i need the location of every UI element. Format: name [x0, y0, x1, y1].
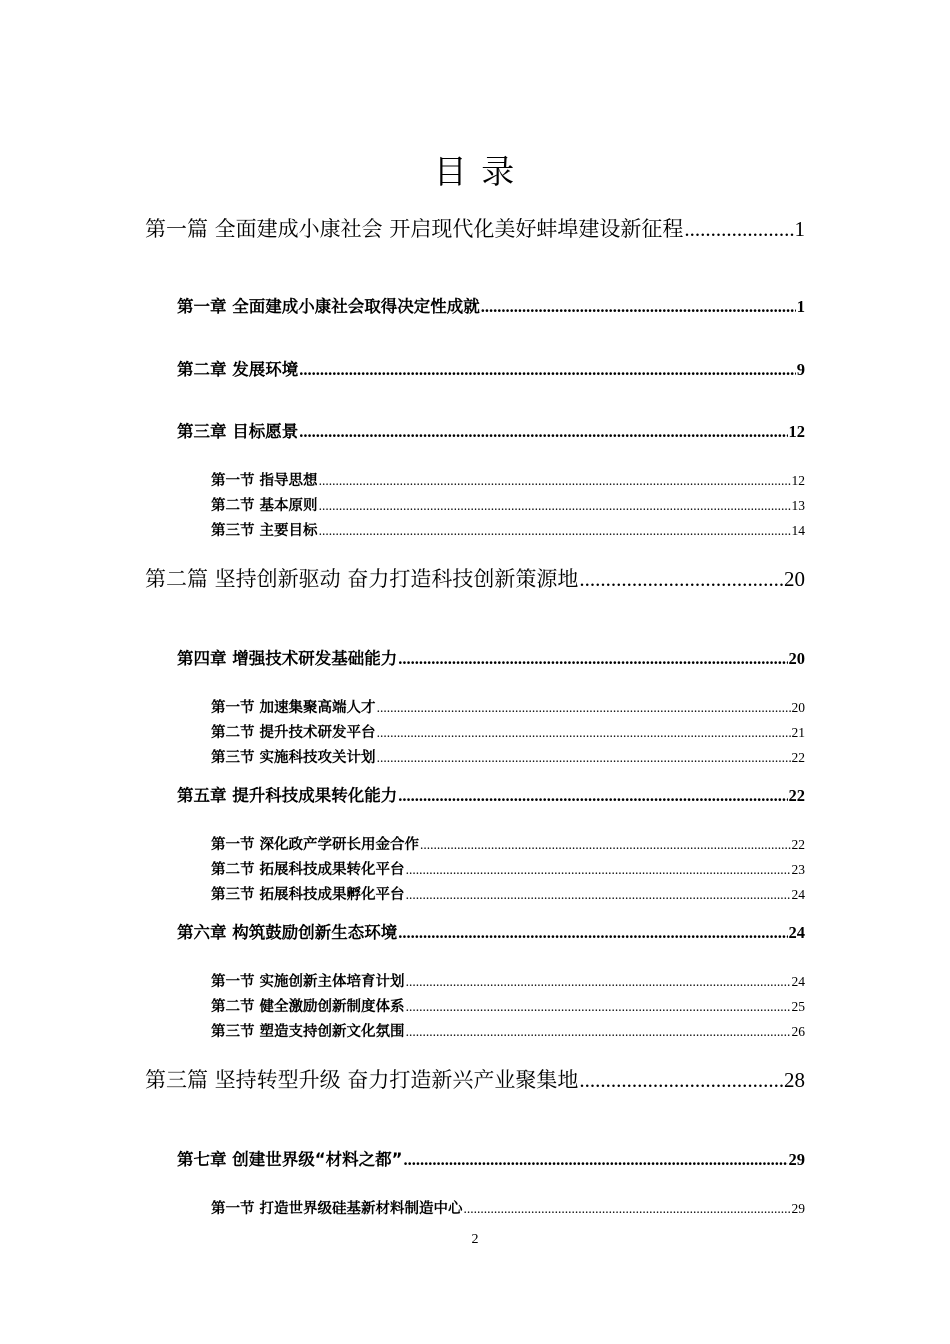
toc-entry-chapter[interactable]: [177, 919, 805, 943]
toc-entry-label: 第三节 实施科技攻关计划: [211, 750, 376, 766]
dot-leader: [299, 360, 796, 380]
toc-entry-label: 第一节 加速集聚高端人才: [211, 700, 376, 716]
dot-leader: [319, 498, 791, 514]
dot-leader: [406, 887, 791, 903]
dot-leader: [406, 1024, 791, 1040]
toc-entry-page: 12: [788, 422, 805, 441]
toc-entry-part[interactable]: [145, 1064, 805, 1094]
toc-entry-page: 25: [791, 999, 805, 1014]
dot-leader: [319, 523, 791, 539]
toc-entry-chapter[interactable]: [177, 356, 805, 380]
toc-entry-page: 20: [784, 567, 805, 591]
toc-entry-chapter[interactable]: [177, 645, 805, 669]
toc-entry-label: 第一章 全面建成小康社会取得决定性成就: [177, 297, 480, 316]
toc-entry-part[interactable]: [145, 563, 805, 593]
dot-leader: [406, 999, 791, 1015]
toc-entry-section[interactable]: [211, 494, 805, 515]
toc-entry-label: 第三节 主要目标: [211, 523, 318, 539]
toc-entry-page: 1: [796, 297, 805, 316]
dot-leader: [403, 1150, 787, 1170]
toc-entry-label: 第四章 增强技术研发基础能力: [177, 649, 398, 668]
toc-entry-label: 第二篇 坚持创新驱动 奋力打造科技创新策源地: [145, 567, 579, 591]
dot-leader: [481, 297, 796, 317]
toc-entry-page: 29: [788, 1150, 805, 1169]
toc-entry-page: 14: [791, 523, 805, 538]
dot-leader: [377, 725, 791, 741]
toc-entry-section[interactable]: [211, 519, 805, 540]
toc-entry-label: 第六章 构筑鼓励创新生态环境: [177, 923, 398, 942]
toc-entry-page: 22: [788, 786, 805, 805]
toc-entry-page: 24: [791, 887, 805, 902]
dot-leader: [319, 473, 791, 489]
toc-entry-label: 第五章 提升科技成果转化能力: [177, 786, 398, 805]
toc-entry-page: 23: [791, 862, 805, 877]
toc-entry-label: 第一节 打造世界级硅基新材料制造中心: [211, 1201, 463, 1217]
toc-entry-section[interactable]: [211, 1020, 805, 1041]
toc-entry-label: 第一节 深化政产学研长用金合作: [211, 837, 420, 853]
toc-entry-page: 22: [791, 750, 805, 765]
toc-entry-label: 第一节 实施创新主体培育计划: [211, 974, 405, 990]
toc-entry-section[interactable]: [211, 970, 805, 991]
toc-entry-chapter[interactable]: [177, 418, 805, 442]
toc-entry-page: 28: [784, 1068, 805, 1092]
dot-leader: [398, 923, 787, 943]
toc-entry-label: 第二节 拓展科技成果转化平台: [211, 862, 405, 878]
dot-leader: [398, 786, 787, 806]
toc-entry-page: 20: [788, 649, 805, 668]
toc-entry-page: 1: [794, 217, 805, 241]
toc-entry-chapter[interactable]: [177, 1146, 805, 1170]
toc-entry-label: 第一篇 全面建成小康社会 开启现代化美好蚌埠建设新征程: [145, 217, 684, 241]
dot-leader: [377, 750, 791, 766]
dot-leader: [684, 217, 793, 242]
toc-entry-label: 第三篇 坚持转型升级 奋力打造新兴产业聚集地: [145, 1068, 579, 1092]
toc-entry-page: 29: [791, 1201, 805, 1216]
dot-leader: [406, 862, 791, 878]
dot-leader: [377, 700, 791, 716]
toc-entry-section[interactable]: [211, 746, 805, 767]
toc-entry-page: 21: [791, 725, 805, 740]
page-number: 2: [471, 1232, 479, 1247]
toc-entry-page: 26: [791, 1024, 805, 1039]
dot-leader: [579, 1068, 783, 1093]
dot-leader: [299, 422, 787, 442]
toc-entry-section[interactable]: [211, 883, 805, 904]
toc-entry-label: 第三章 目标愿景: [177, 422, 299, 441]
toc-entry-label: 第七章 创建世界级“材料之都”: [177, 1150, 403, 1169]
toc-entry-section[interactable]: [211, 1197, 805, 1218]
toc-entry-section[interactable]: [211, 696, 805, 717]
toc-title: 目 录: [433, 152, 517, 191]
toc-entry-page: 20: [791, 700, 805, 715]
toc-entry-section[interactable]: [211, 721, 805, 742]
dot-leader: [579, 567, 783, 592]
toc-entry-section[interactable]: [211, 995, 805, 1016]
toc-entry-label: 第三节 塑造支持创新文化氛围: [211, 1024, 405, 1040]
toc-entry-label: 第三节 拓展科技成果孵化平台: [211, 887, 405, 903]
toc-entry-page: 24: [791, 974, 805, 989]
dot-leader: [398, 649, 787, 669]
toc-entry-section[interactable]: [211, 858, 805, 879]
toc-entry-page: 24: [788, 923, 805, 942]
toc-entry-label: 第二节 基本原则: [211, 498, 318, 514]
toc-entry-section[interactable]: [211, 469, 805, 490]
toc-entry-chapter[interactable]: [177, 782, 805, 806]
toc-entry-page: 9: [796, 360, 805, 379]
toc-entry-label: 第二节 健全激励创新制度体系: [211, 999, 405, 1015]
dot-leader: [420, 837, 790, 853]
toc-entry-label: 第二节 提升技术研发平台: [211, 725, 376, 741]
toc-entry-chapter[interactable]: [177, 293, 805, 317]
dot-leader: [406, 974, 791, 990]
toc-entry-part[interactable]: [145, 213, 805, 243]
dot-leader: [464, 1201, 791, 1217]
toc-entry-label: 第一节 指导思想: [211, 473, 318, 489]
toc-entry-page: 12: [791, 473, 805, 488]
toc-entry-label: 第二章 发展环境: [177, 360, 299, 379]
toc-entry-page: 13: [791, 498, 805, 513]
toc-entry-section[interactable]: [211, 833, 805, 854]
toc-entry-page: 22: [791, 837, 805, 852]
